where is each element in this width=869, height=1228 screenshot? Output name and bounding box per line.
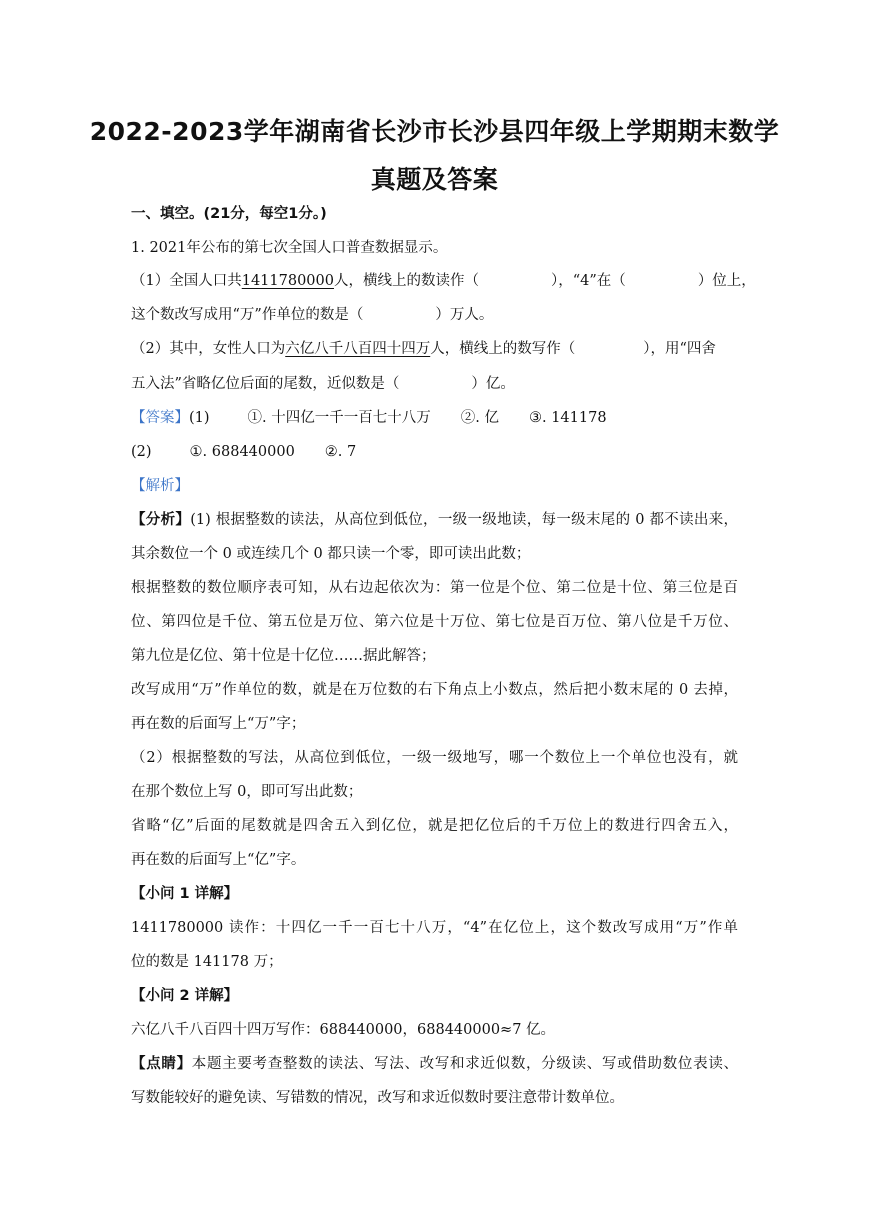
analysis-line: 省略“亿”后面的尾数就是四舍五入到亿位，就是把亿位后的千万位上的数进行四舍五入，	[131, 818, 738, 834]
analysis-line: 第九位是亿位、第十位是十亿位……据此解答；	[131, 648, 436, 664]
analysis-label: 【解析】	[131, 478, 189, 494]
text-segment: ），“4”在（	[551, 273, 626, 289]
answer-item: ①. 688440000	[189, 444, 295, 460]
text-segment: (1) 根据整数的读法，从高位到低位，一级一级地读，每一级末尾的 0 都不读出来，	[190, 512, 739, 528]
text-segment: ）位上，	[697, 273, 756, 289]
text-segment: 人，横线上的数读作（	[334, 273, 479, 289]
analysis-line: 再在数的后面写上“亿”字。	[131, 852, 306, 868]
question-stem: 1. 2021年公布的第七次全国人口普查数据显示。	[131, 240, 448, 256]
answer-item: ②. 亿	[460, 410, 499, 426]
text-segment: （2）其中，女性人口为	[131, 341, 286, 357]
underlined-number: 1411780000	[241, 273, 334, 289]
text-segment: 人，横线上的数写作（	[430, 341, 576, 357]
text-segment: ）万人。	[435, 307, 494, 323]
answer-part-label: (1)	[189, 410, 210, 426]
analysis-line: （2）根据整数的写法，从高位到低位，一级一级地写，哪一个数位上一个单位也没有，就	[131, 750, 738, 766]
subquestion1-line: 1411780000 读作：十四亿一千一百七十八万，“4”在亿位上，这个数改写成用“万”作单	[131, 920, 738, 936]
subquestion2-line: 六亿八千八百四十四万写作：688440000，688440000≈7 亿。	[131, 1022, 556, 1038]
analysis-line: 其余数位一个 0 或连续几个 0 都只读一个零，即可读出此数；	[131, 546, 531, 562]
text-segment: ），用“四舍	[643, 341, 716, 357]
question-part1-line2	[131, 305, 493, 325]
dianjing-label: 【点睛】	[131, 1056, 192, 1072]
subquestion1-line: 位的数是 141178 万；	[131, 954, 283, 970]
analysis-line: 改写成用“万”作单位的数，就是在万位数的右下角点上小数点，然后把小数末尾的 0 去掉，	[131, 682, 738, 698]
answer-item: ①. 十四亿一千一百七十八万	[247, 410, 431, 426]
analysis-line: 位、第四位是千位、第五位是万位、第六位是十万位、第七位是百万位、第八位是千万位、	[131, 614, 738, 630]
answer-part-label: (2)	[131, 444, 152, 460]
document-title-line1: 2022-2023学年湖南省长沙市长沙县四年级上学期期末数学	[89, 117, 780, 146]
analysis-line: 在那个数位上写 0，即可写出此数；	[131, 784, 363, 800]
text-segment: 本题主要考查整数的读法、写法、改写和求近似数，分级读、写或借助数位表读、	[191, 1056, 739, 1072]
section-heading: 一、填空。(21分，每空1分。)	[131, 206, 327, 222]
dianjing-line: 写数能较好的避免读、写错数的情况，改写和求近似数时要注意带计数单位。	[131, 1090, 624, 1106]
dianjing-line	[131, 1054, 738, 1074]
subquestion2-label: 【小问 2 详解】	[131, 988, 239, 1004]
answer-label: 【答案】	[131, 410, 189, 426]
analysis-line: 根据整数的数位顺序表可知，从右边起依次为：第一位是个位、第二位是十位、第三位是百	[131, 580, 738, 596]
text-segment: （1）全国人口共	[131, 273, 242, 289]
answer-item: ②. 7	[324, 444, 357, 460]
text-segment: ）亿。	[471, 376, 515, 392]
fenxi-label: 【分析】	[131, 512, 191, 528]
document-title-line2: 真题及答案	[370, 165, 499, 194]
question-part1-line1	[131, 271, 756, 291]
underlined-words: 六亿八千八百四十四万	[285, 341, 431, 357]
question-part2-line1	[131, 339, 716, 359]
text-segment: 五入法”省略亿位后面的尾数，近似数是（	[131, 376, 400, 392]
analysis-line: 再在数的后面写上“万”字；	[131, 716, 306, 732]
subquestion1-label: 【小问 1 详解】	[131, 886, 239, 902]
text-segment: 这个数改写成用“万”作单位的数是（	[131, 307, 364, 323]
answer-line2	[131, 442, 356, 462]
answer-item: ③. 141178	[528, 410, 607, 426]
analysis-line	[131, 510, 738, 530]
question-part2-line2	[131, 374, 515, 394]
answer-line1	[131, 408, 607, 428]
